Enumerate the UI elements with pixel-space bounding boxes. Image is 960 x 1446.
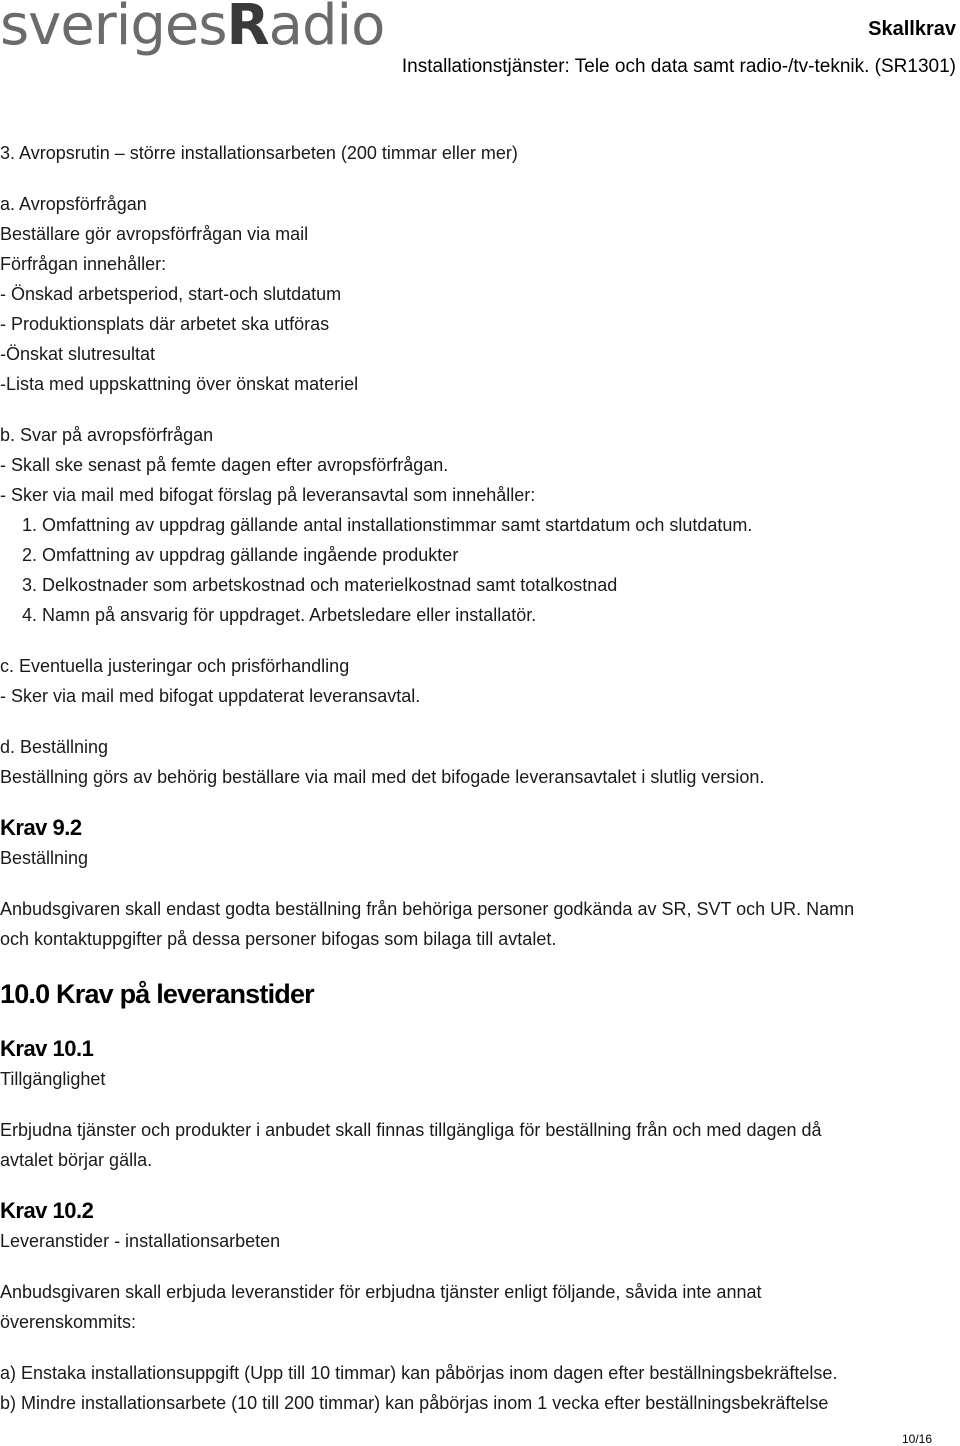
section-heading: 3. Avropsrutin – större installationsarbeten (200 timmar eller mer): [0, 143, 518, 163]
list-item: 4. Namn på ansvarig för uppdraget. Arbetsledare eller installatör.: [22, 605, 537, 625]
krav-10-2-heading: Krav 10.2: [0, 1198, 94, 1223]
text-line: Erbjudna tjänster och produkter i anbudet skall finnas tillgängliga för beställning från och med dagen då: [0, 1120, 822, 1140]
krav-9-2-heading: Krav 9.2: [0, 815, 82, 840]
text-line: Beställare gör avropsförfrågan via mail: [0, 224, 309, 244]
text-line: Anbudsgivaren skall endast godta beställning från behöriga personer godkända av SR, SVT och UR. Namn: [0, 899, 855, 919]
subsection-c-title: c. Eventuella justeringar och prisförhandling: [0, 656, 350, 676]
list-item: 1. Omfattning av uppdrag gällande antal installationstimmar samt startdatum och slutdatum.: [22, 515, 753, 535]
text-line: överenskommits:: [0, 1312, 137, 1332]
list-item: 3. Delkostnader som arbetskostnad och materielkostnad samt totalkostnad: [22, 575, 618, 595]
krav-10-1-heading: Krav 10.1: [0, 1036, 94, 1061]
text-line: - Önskad arbetsperiod, start-och slutdatum: [0, 284, 342, 304]
subsection-d-title: d. Beställning: [0, 737, 109, 757]
text-line: Anbudsgivaren skall erbjuda leveranstider för erbjudna tjänster enligt följande, såvida inte annat: [0, 1282, 762, 1302]
document-body: [0, 138, 955, 1418]
subsection-b-title: b. Svar på avropsförfrågan: [0, 425, 214, 445]
text-line: och kontaktuppgifter på dessa personer bifogas som bilaga till avtalet.: [0, 929, 557, 949]
text-line: Förfrågan innehåller:: [0, 254, 167, 274]
page-number: 10/16: [901, 1432, 932, 1446]
document-subtitle: Installationstjänster: Tele och data samt radio-/tv-teknik. (SR1301): [401, 56, 956, 77]
text-line: -Önskat slutresultat: [0, 344, 156, 364]
text-line: Beställning görs av behörig beställare via mail med det bifogade leveransavtalet i slutlig version.: [0, 767, 765, 787]
text-line: - Sker via mail med bifogat uppdaterat leveransavtal.: [0, 686, 421, 706]
list-item: 2. Omfattning av uppdrag gällande ingående produkter: [22, 545, 459, 565]
list-item: b) Mindre installationsarbete (10 till 200 timmar) kan påbörjas inom 1 vecka efter beställningsbekräftelse: [0, 1393, 829, 1413]
chapter-10-heading: 10.0 Krav på leveranstider: [0, 979, 314, 1009]
text-line: - Produktionsplats där arbetet ska utföras: [0, 314, 330, 334]
krav-subheading: Beställning: [0, 848, 89, 868]
text-line: -Lista med uppskattning över önskat materiel: [0, 374, 359, 394]
text-line: - Skall ske senast på femte dagen efter avropsförfrågan.: [0, 455, 449, 475]
text-line: - Sker via mail med bifogat förslag på leveransavtal som innehåller:: [0, 485, 536, 505]
document-title: Skallkrav: [868, 18, 956, 40]
krav-subheading: Leveranstider - installationsarbeten: [0, 1231, 281, 1251]
sveriges-radio-logo: sverigesRadio: [0, 0, 385, 58]
text-line: avtalet börjar gälla.: [0, 1150, 153, 1170]
krav-subheading: Tillgänglighet: [0, 1069, 106, 1089]
list-item: a) Enstaka installationsuppgift (Upp till 10 timmar) kan påbörjas inom dagen efter beställningsbekräftelse.: [0, 1363, 838, 1383]
subsection-a-title: a. Avropsförfrågan: [0, 194, 147, 214]
